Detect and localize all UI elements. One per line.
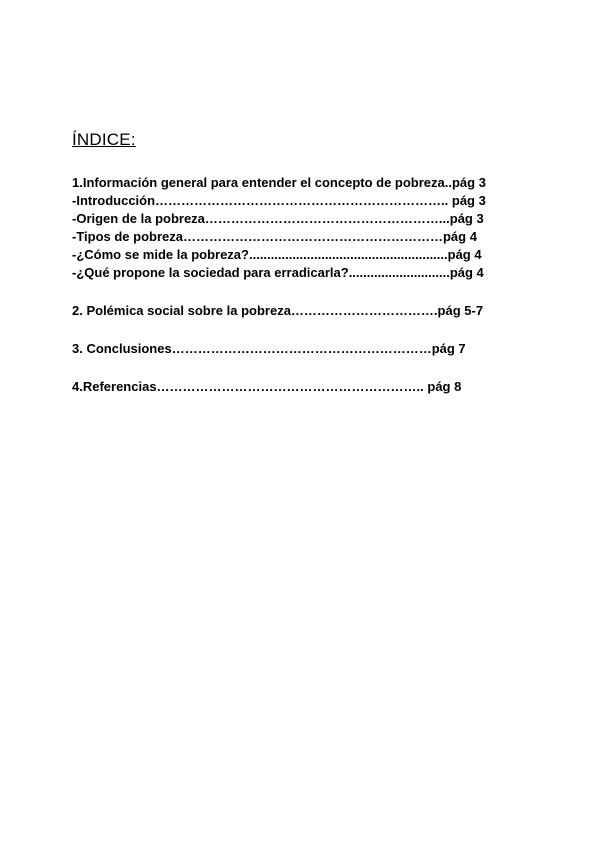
toc-entry-introduccion: -Introducción………………………………………………………….. pág 3 <box>72 193 486 208</box>
toc-entry-polemica-social: 2. Polémica social sobre la pobreza…………………………….pág 5-7 <box>72 303 484 318</box>
toc-entry-como-se-mide: -¿Cómo se mide la pobreza?.......................................................pág 4 <box>72 247 482 262</box>
table-of-contents <box>72 174 486 394</box>
toc-entry-informacion-general: 1.Información general para entender el concepto de pobreza..pág 3 <box>72 175 486 190</box>
toc-entry-que-propone: -¿Qué propone la sociedad para erradicarla?............................pág 4 <box>72 265 484 280</box>
toc-entry-conclusiones: 3. Conclusiones……………………………………………………pág 7 <box>72 341 466 356</box>
toc-entry-referencias: 4.Referencias…………………………………………………….. pág 8 <box>72 379 462 394</box>
toc-entry-origen: -Origen de la pobreza………………………………………………...pág 3 <box>72 211 484 226</box>
index-title: ÍNDICE: <box>72 130 136 149</box>
toc-entry-tipos: -Tipos de pobreza……………………………………………………pág 4 <box>72 229 477 244</box>
